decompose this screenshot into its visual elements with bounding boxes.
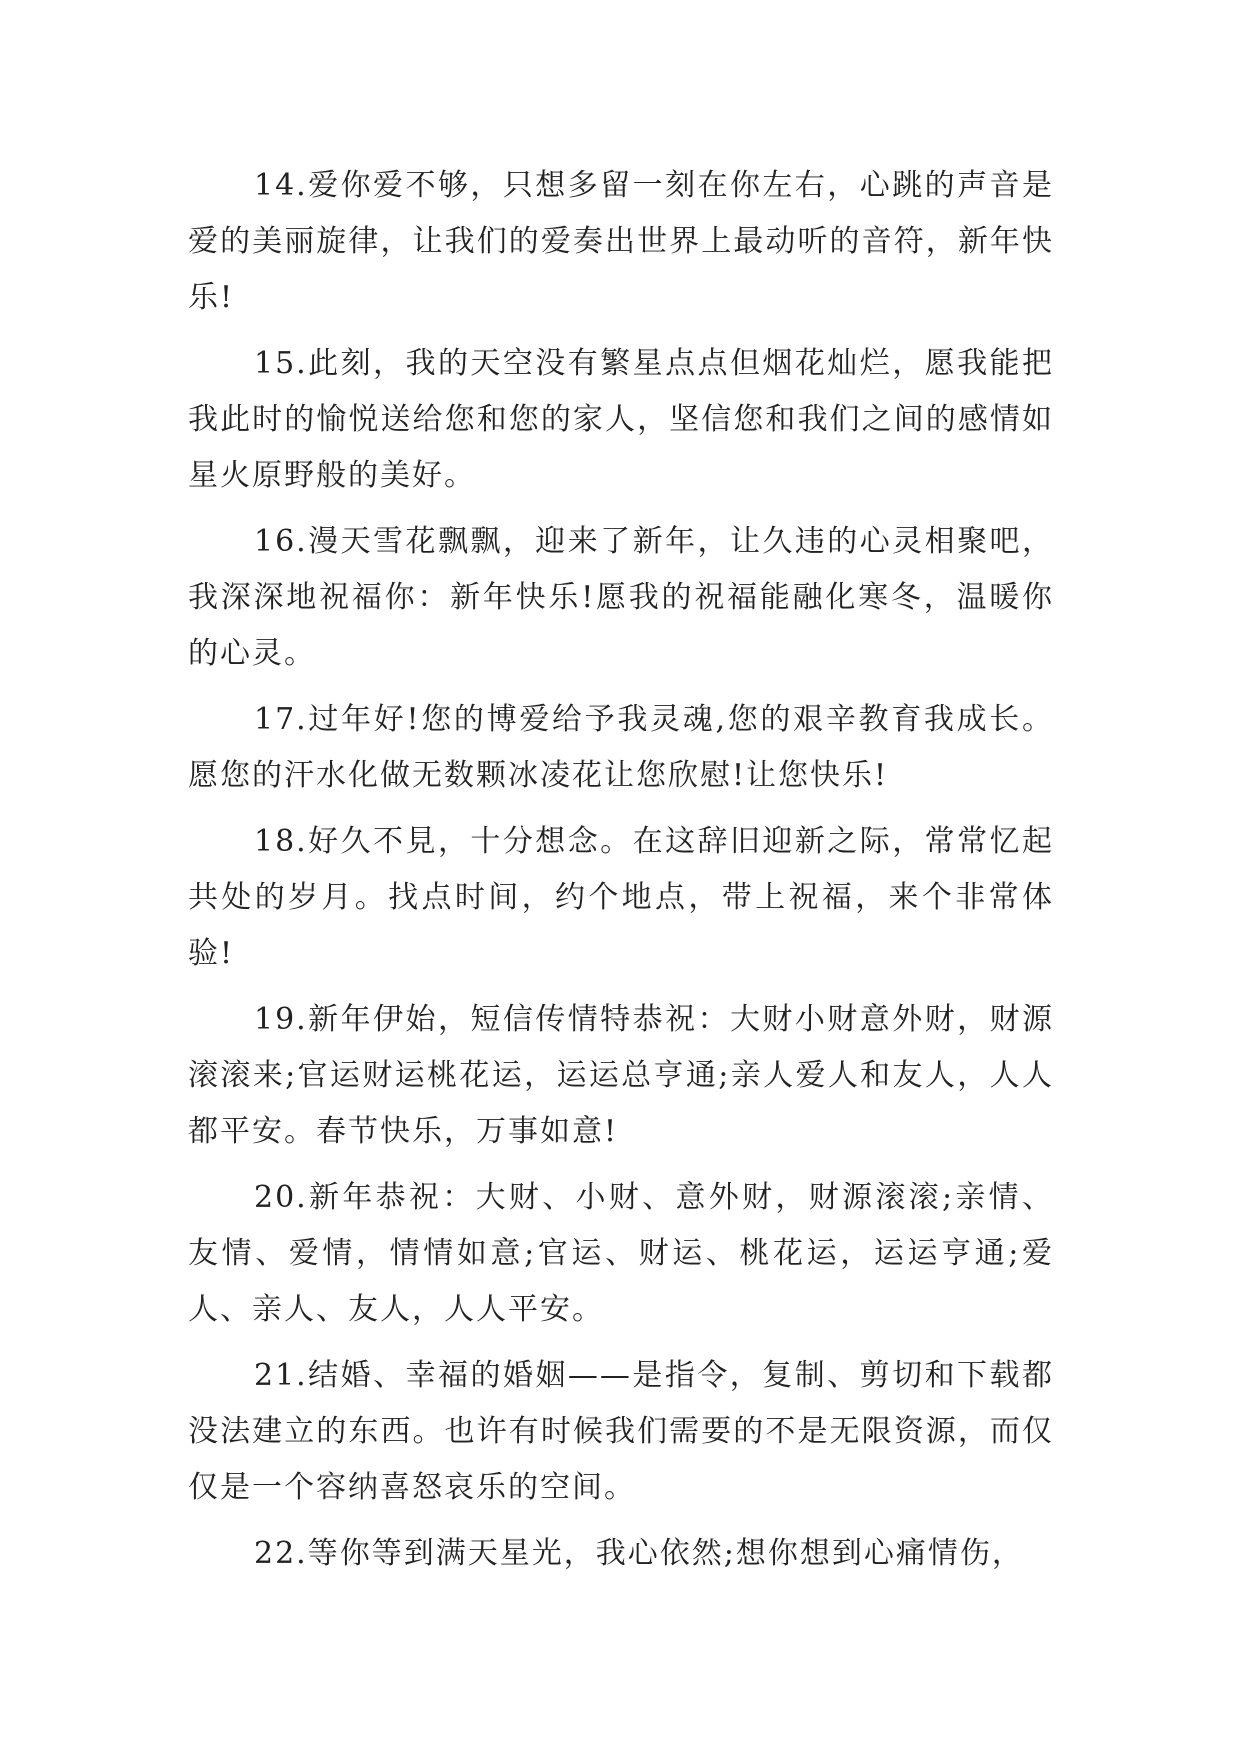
- paragraph-20: 20.新年恭祝：大财、小财、意外财，财源滚滚;亲情、友情、爱情，情情如意;官运、财运、桃花运，运运亨通;爱人、亲人、友人，人人平安。: [188, 1180, 1054, 1327]
- paragraph-21: 21.结婚、幸福的婚姻——是指令，复制、剪切和下载都没法建立的东西。也许有时候我们需要的不是无限资源，而仅仅是一个容纳喜怒哀乐的空间。: [188, 1358, 1054, 1505]
- paragraph-16: 16.漫天雪花飘飘，迎来了新年，让久违的心灵相聚吧，我深深地祝福你：新年快乐!愿我的祝福能融化寒冬，温暖你的心灵。: [188, 524, 1054, 671]
- paragraph-19: 19.新年伊始，短信传情特恭祝：大财小财意外财，财源滚滚来;官运财运桃花运，运运总亨通;亲人爱人和友人，人人都平安。春节快乐，万事如意!: [188, 1002, 1054, 1149]
- paragraph-22: 22.等你等到满天星光，我心依然;想你想到心痛情伤，: [254, 1536, 1024, 1571]
- document-body: [188, 158, 1054, 1592]
- paragraph-17: 17.过年好!您的博爱给予我灵魂,您的艰辛教育我成长。愿您的汗水化做无数颗冰凌花让您欣慰!让您快乐!: [188, 702, 1054, 793]
- paragraph-18: 18.好久不見，十分想念。在这辞旧迎新之际，常常忆起共处的岁月。找点时间，约个地点，带上祝福，来个非常体验!: [188, 824, 1054, 971]
- paragraph-14: 14.爱你爱不够，只想多留一刻在你左右，心跳的声音是爱的美丽旋律，让我们的爱奏出世界上最动听的音符，新年快乐!: [188, 168, 1054, 315]
- paragraph-15: 15.此刻，我的天空没有繁星点点但烟花灿烂，愿我能把我此时的愉悦送给您和您的家人，坚信您和我们之间的感情如星火原野般的美好。: [188, 346, 1054, 493]
